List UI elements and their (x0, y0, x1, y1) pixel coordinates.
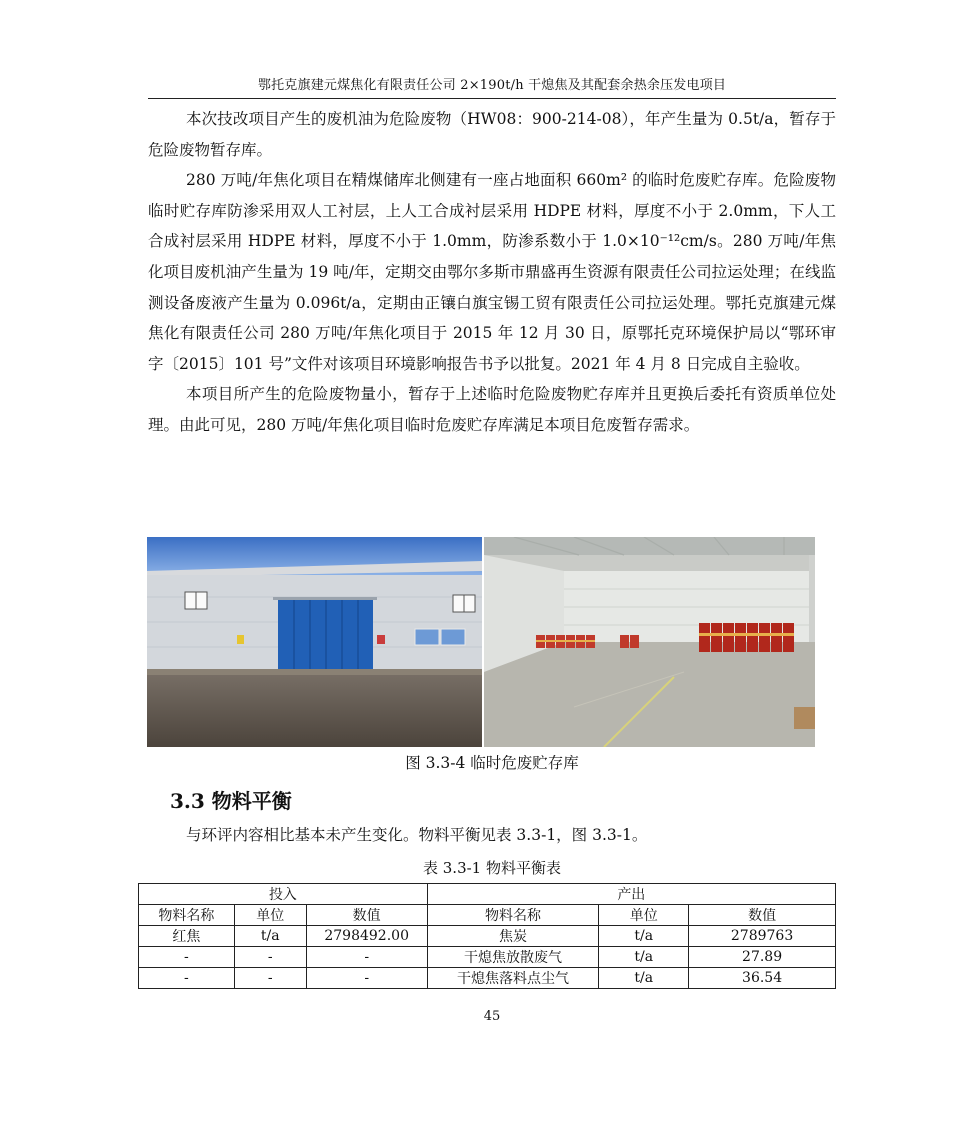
table-cell: 红焦 (139, 926, 235, 947)
table-row (139, 968, 836, 989)
table-cell: 焦炭 (427, 926, 599, 947)
material-balance-table (138, 883, 836, 989)
table-group-header-row (139, 884, 836, 905)
table-row (139, 926, 836, 947)
body-text (148, 104, 836, 441)
output-group-header: 产出 (427, 884, 835, 905)
table-cell: 干熄焦放散废气 (427, 947, 599, 968)
table-cell: 2789763 (689, 926, 836, 947)
page-number: 45 (483, 1009, 501, 1024)
table-cell: - (139, 947, 235, 968)
paragraph: 本项目所产生的危险废物量小，暂存于上述临时危险废物贮存库并且更换后委托有资质单位处理。由此可见，280 万吨/年焦化项目临时危废贮存库满足本项目危废暂存需求。 (148, 385, 836, 434)
section-text: 与环评内容相比基本未产生变化。物料平衡见表 3.3-1，图 3.3-1。 (186, 826, 648, 844)
page-header: 鄂托克旗建元煤焦化有限责任公司 2×190t/h 干熄焦及其配套余热余压发电项目 (257, 78, 727, 93)
paragraph: 280 万吨/年焦化项目在精煤储库北侧建有一座占地面积 660m² 的临时危废贮存库。危险废物临时贮存库防渗采用双人工衬层，上人工合成衬层采用 HDPE 材料，厚度不小于 2.0mm，下人工合成衬层采用 HDPE 材料，厚度不小于 1.0mm，防渗系数小于 1.0×10⁻¹²cm/s。280 万吨/年焦化项目废机油产生量为 19 吨/年，定期交由鄂尔多斯市鼎盛再生资源有限责任公司拉运处理；在线监测设备废液产生量为 0.096t/a，定期由正镶白旗宝锡工贸有限责任公司拉运处理。鄂托克旗建元煤焦化有限责任公司 280 万吨/年焦化项目于 2015 年 12 月 30 日，原鄂托克环境保护局以“鄂环审字〔2015〕101 号”文件对该项目环境影响报告书予以批复。2021 年 4 月 8 日完成自主验收。 (148, 171, 836, 373)
table-cell: t/a (599, 968, 689, 989)
input-group-header: 投入 (139, 884, 428, 905)
table-cell: t/a (599, 926, 689, 947)
table-cell: t/a (599, 947, 689, 968)
column-header: 数值 (689, 905, 836, 926)
table-cell: - (234, 968, 306, 989)
table-title: 表 3.3-1 物料平衡表 (422, 859, 561, 877)
table-cell: - (306, 968, 427, 989)
table-cell: - (234, 947, 306, 968)
column-header: 物料名称 (139, 905, 235, 926)
figure-caption: 图 3.3-4 临时危废贮存库 (405, 754, 579, 772)
table-cell: 36.54 (689, 968, 836, 989)
table-cell: - (139, 968, 235, 989)
table-cell: 干熄焦落料点尘气 (427, 968, 599, 989)
table-row (139, 947, 836, 968)
table-cell: 27.89 (689, 947, 836, 968)
table-cell: 2798492.00 (306, 926, 427, 947)
figure-photos (147, 537, 815, 747)
table-column-header-row (139, 905, 836, 926)
header-rule (148, 98, 836, 99)
storage-exterior-photo (147, 537, 482, 747)
column-header: 单位 (599, 905, 689, 926)
table-cell: - (306, 947, 427, 968)
column-header: 单位 (234, 905, 306, 926)
column-header: 物料名称 (427, 905, 599, 926)
paragraph: 本次技改项目产生的废机油为危险废物（HW08：900-214-08），年产生量为 0.5t/a，暂存于危险废物暂存库。 (148, 110, 836, 159)
table-cell: t/a (234, 926, 306, 947)
column-header: 数值 (306, 905, 427, 926)
storage-interior-photo (484, 537, 815, 747)
section-heading: 3.3 物料平衡 (170, 789, 292, 813)
